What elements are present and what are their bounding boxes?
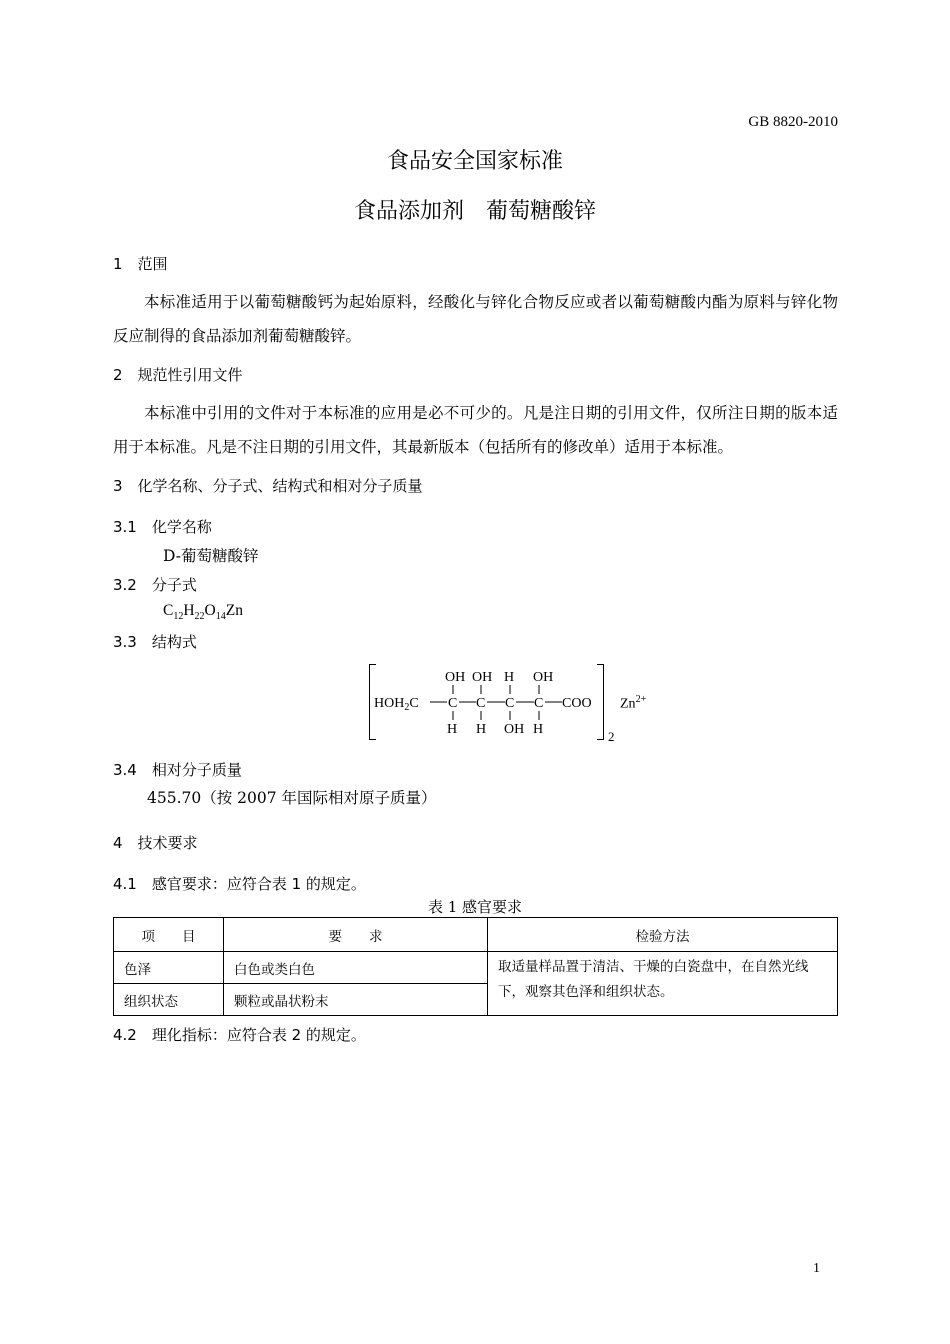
top-sub-2: OH — [472, 670, 493, 685]
row-item: 色泽 — [114, 952, 224, 984]
page-number: 1 — [813, 1261, 820, 1276]
section-1-heading: 1 范围 — [113, 255, 168, 273]
structural-formula — [369, 662, 619, 742]
molecular-mass: 455.70（按 2007 年国际相对原子质量） — [147, 789, 437, 807]
row-requirement: 颗粒或晶状粉末 — [224, 984, 488, 1016]
section-2-body: 本标准中引用的文件对于本标准的应用是必不可少的。凡是注日期的引用文件，仅所注日期的版本适用于本标准。凡是不注日期的引用文件，其最新版本（包括所有的修改单）适用于本标准。 — [113, 404, 838, 456]
bottom-sub-4: H — [533, 722, 544, 737]
section-2-heading: 2 规范性引用文件 — [113, 366, 243, 384]
multiplier: 2 — [608, 729, 615, 742]
top-sub-1: OH — [445, 670, 466, 685]
section-3-heading: 3 化学名称、分子式、结构式和相对分子质量 — [113, 477, 423, 495]
document-title: 食品安全国家标准 — [386, 149, 563, 174]
header-item: 项 目 — [114, 918, 224, 952]
row-item: 组织状态 — [114, 984, 224, 1016]
section-4-1-heading: 4.1 感官要求：应符合表 1 的规定。 — [113, 875, 366, 893]
chain-end: COO — [562, 696, 592, 711]
header-requirement: 要 求 — [224, 918, 488, 952]
carbon-4: C — [534, 696, 544, 711]
chemical-name: D-葡萄糖酸锌 — [163, 547, 259, 565]
bottom-sub-3: OH — [504, 722, 525, 737]
sensory-requirements-table — [113, 917, 838, 1016]
zinc-ion: $Zn^{2+}$ — [620, 694, 647, 712]
header-method: 检验方法 — [488, 918, 838, 952]
carbon-2: C — [476, 696, 486, 711]
top-sub-4: OH — [533, 670, 554, 685]
table-row — [114, 952, 838, 984]
bottom-sub-2: H — [476, 722, 487, 737]
document-subtitle: 食品添加剂 葡萄糖酸锌 — [353, 199, 596, 224]
standard-code: GB 8820-2010 — [748, 114, 838, 130]
bottom-sub-1: H — [447, 722, 458, 737]
carbon-1: C — [448, 696, 458, 711]
section-4-2-heading: 4.2 理化指标：应符合表 2 的规定。 — [113, 1026, 366, 1044]
chain-start: $HOH_2C$ — [374, 696, 419, 713]
section-3-2-heading: 3.2 分子式 — [113, 576, 197, 594]
row-requirement: 白色或类白色 — [224, 952, 488, 984]
top-sub-3: H — [504, 670, 515, 685]
test-method: 取适量样品置于清洁、干燥的白瓷盘中，在自然光线下，观察其色泽和组织状态。 — [488, 952, 838, 1016]
section-1-body: 本标准适用于以葡萄糖酸钙为起始原料，经酸化与锌化合物反应或者以葡萄糖酸内酯为原料与锌化物反应制得的食品添加剂葡萄糖酸锌。 — [113, 293, 838, 345]
table-1-caption: 表 1 感官要求 — [427, 898, 523, 916]
section-4-heading: 4 技术要求 — [113, 834, 198, 852]
section-3-3-heading: 3.3 结构式 — [113, 633, 197, 651]
structure-drawing — [369, 662, 619, 742]
section-3-1-heading: 3.1 化学名称 — [113, 518, 212, 536]
section-3-4-heading: 3.4 相对分子质量 — [113, 761, 242, 779]
carbon-3: C — [505, 696, 515, 711]
molecular-formula: $C_{12}H_{22}O_{14}Zn$ — [163, 602, 243, 623]
table-header-row — [114, 918, 838, 952]
